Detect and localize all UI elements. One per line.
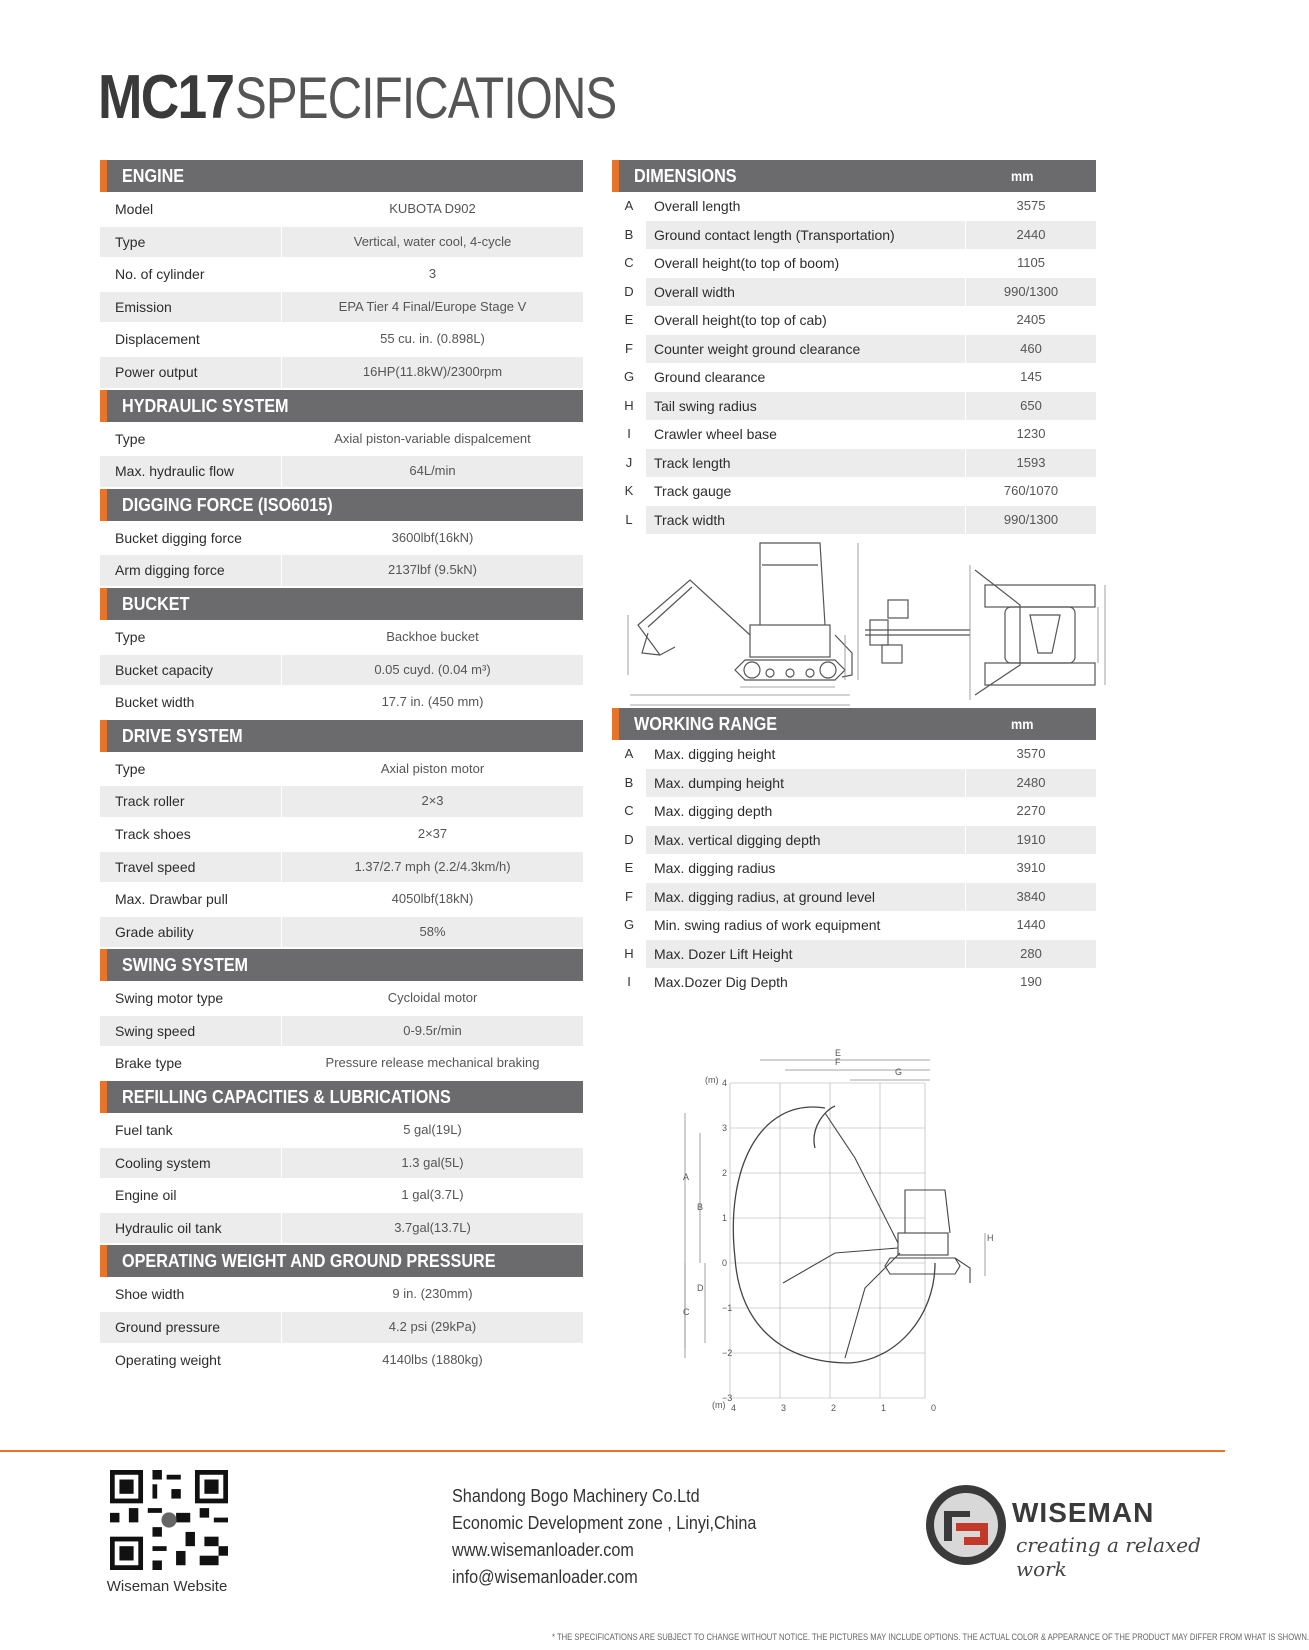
working_range-row	[612, 740, 1096, 769]
working-range-title: WORKING RANGE	[634, 714, 778, 734]
spec-label: Hydraulic oil tank	[100, 1213, 282, 1244]
spec-row	[100, 687, 583, 718]
row-value: 990/1300	[966, 506, 1096, 535]
spec-row	[100, 852, 583, 883]
company-website[interactable]: www.wisemanloader.com	[452, 1540, 634, 1560]
row-letter: H	[624, 945, 634, 961]
working_range-row	[612, 883, 1096, 912]
working-range-table	[612, 708, 1096, 997]
spec-value: 0.05 cuyd. (0.04 m³)	[374, 661, 491, 677]
row-value: 3910	[1016, 860, 1046, 875]
dimensions-row	[612, 449, 1096, 478]
row-value: 145	[1020, 369, 1042, 384]
spec-table	[100, 160, 583, 1377]
section-header	[100, 720, 583, 752]
section-header	[100, 949, 583, 981]
y-tick-label: −2	[722, 1348, 733, 1358]
spec-label: Grade ability	[100, 917, 282, 948]
spec-value: 0-9.5r/min	[403, 1022, 462, 1038]
row-description: Overall height(to top of cab)	[646, 306, 966, 335]
company-name: Shandong Bogo Machinery Co.Ltd	[452, 1486, 700, 1506]
qr-label: Wiseman Website	[106, 1578, 228, 1595]
spec-label: Max. hydraulic flow	[100, 456, 282, 487]
row-value: 2270	[1016, 803, 1046, 818]
excavator-dimension-drawing	[620, 535, 1120, 725]
dimensions-table	[612, 160, 1096, 534]
dimensions-row	[612, 335, 1096, 364]
row-description: Min. swing radius of work equipment	[646, 911, 966, 940]
row-description: Max. digging radius	[646, 854, 966, 883]
row-letter: A	[624, 746, 634, 761]
page-title	[98, 62, 701, 132]
row-description: Overall width	[646, 278, 966, 307]
section-title: DRIVE SYSTEM	[122, 725, 243, 746]
spec-label: Emission	[100, 292, 282, 323]
row-description: Max. digging depth	[646, 797, 966, 826]
spec-label: Displacement	[100, 324, 282, 355]
working-range-unit: mm	[1011, 716, 1034, 732]
spec-label: Shoe width	[100, 1279, 282, 1310]
x-tick-label: 3	[781, 1403, 787, 1413]
row-description: Max. dumping height	[646, 769, 966, 798]
spec-label: Type	[100, 622, 282, 653]
y-axis-unit: (m)	[705, 1075, 719, 1085]
row-letter: G	[623, 917, 635, 932]
section-title: ENGINE	[122, 166, 185, 186]
machine-track	[885, 1258, 960, 1274]
dimension-label: C	[683, 1307, 690, 1317]
row-description: Max. vertical digging depth	[646, 826, 966, 855]
section-header	[100, 489, 583, 521]
spec-row	[100, 786, 583, 817]
dimensions-row	[612, 506, 1096, 535]
x-tick-label: 2	[831, 1403, 837, 1413]
spec-row	[100, 622, 583, 653]
top-blade	[975, 570, 1020, 695]
row-description: Overall length	[646, 192, 966, 221]
row-value: 3840	[966, 883, 1096, 912]
spec-value: 58%	[419, 923, 446, 939]
brand-name: WISEMAN	[1012, 1497, 1155, 1528]
section-title: HYDRAULIC SYSTEM	[122, 395, 289, 416]
row-letter: L	[625, 511, 633, 527]
row-letter: D	[624, 283, 634, 299]
company-email[interactable]: info@wisemanloader.com	[452, 1567, 638, 1587]
section-header	[100, 1245, 583, 1277]
dimensions-row	[612, 363, 1096, 392]
row-letter: F	[625, 340, 633, 356]
spec-value: 2×37	[417, 825, 448, 841]
machine-cab	[905, 1190, 950, 1233]
spec-row	[100, 456, 583, 487]
spec-label: Swing motor type	[100, 983, 282, 1014]
dimension-label: G	[895, 1067, 903, 1077]
brand-logo	[924, 1483, 1214, 1581]
spec-value: 5 gal(19L)	[403, 1122, 462, 1138]
spec-row	[100, 1312, 583, 1343]
spec-row	[100, 1213, 583, 1244]
working_range-row	[612, 968, 1096, 997]
top-track-right	[985, 663, 1095, 685]
spec-value: 1 gal(3.7L)	[401, 1187, 464, 1203]
y-tick-label: 3	[722, 1123, 728, 1133]
dimensions-row	[612, 278, 1096, 307]
boom-mid	[783, 1248, 898, 1283]
row-description: Ground contact length (Transportation)	[646, 221, 966, 250]
spec-label: Bucket capacity	[100, 655, 282, 686]
qr-code[interactable]	[110, 1470, 228, 1570]
spec-row	[100, 194, 583, 225]
row-letter: I	[627, 974, 631, 989]
spec-label: Type	[100, 424, 282, 455]
row-description: Counter weight ground clearance	[646, 335, 966, 364]
spec-row	[100, 884, 583, 915]
spec-value: Axial piston-variable dispalcement	[334, 430, 531, 446]
x-axis-unit: (m)	[712, 1400, 726, 1410]
row-description: Track gauge	[646, 477, 966, 506]
row-value: 2480	[966, 769, 1096, 798]
y-tick-label: 1	[722, 1213, 728, 1223]
row-letter: D	[624, 831, 634, 847]
brand-tagline: creating a relaxed work	[1016, 1533, 1201, 1581]
row-letter: K	[624, 483, 634, 498]
upper-body	[750, 625, 830, 657]
spec-value: 4050lbf(18kN)	[391, 891, 474, 907]
spec-row	[100, 292, 583, 323]
spec-label: Cooling system	[100, 1148, 282, 1179]
spec-value: 16HP(11.8kW)/2300rpm	[362, 363, 503, 379]
working-range-diagram	[665, 1038, 1015, 1413]
section-header	[100, 390, 583, 422]
spec-row	[100, 1345, 583, 1376]
spec-value: Backhoe bucket	[386, 628, 479, 644]
working_range-row	[612, 854, 1096, 883]
row-letter: B	[624, 226, 634, 242]
section-title: REFILLING CAPACITIES & LUBRICATIONS	[122, 1087, 451, 1108]
row-value: 1593	[966, 449, 1096, 478]
spec-value: KUBOTA D902	[389, 201, 476, 216]
row-letter: B	[624, 774, 634, 790]
spec-value: 4140lbs (1880kg)	[382, 1351, 483, 1367]
logo-icon	[924, 1483, 1008, 1567]
spec-value: Pressure release mechanical braking	[325, 1055, 540, 1071]
boom-arm	[638, 580, 750, 655]
dimensions-row	[612, 249, 1096, 278]
section-title: BUCKET	[122, 593, 190, 614]
spec-label: Track shoes	[100, 819, 282, 850]
dimensions-row	[612, 221, 1096, 250]
spec-row	[100, 1048, 583, 1079]
spec-label: No. of cylinder	[100, 259, 282, 290]
y-tick-label: 2	[722, 1168, 728, 1178]
boom-down	[845, 1253, 900, 1358]
row-value: 280	[966, 940, 1096, 969]
spec-row	[100, 1016, 583, 1047]
working_range-row	[612, 769, 1096, 798]
row-value: 2440	[966, 221, 1096, 250]
row-value: 3570	[1016, 746, 1046, 761]
spec-label: Track roller	[100, 786, 282, 817]
spec-label: Travel speed	[100, 852, 282, 883]
title-specifications: SPECIFICATIONS	[235, 66, 617, 131]
section-title: SWING SYSTEM	[122, 955, 249, 976]
section-title: DIGGING FORCE (ISO6015)	[122, 494, 333, 515]
spec-row	[100, 555, 583, 586]
spec-row	[100, 259, 583, 290]
dimension-label: H	[987, 1233, 994, 1243]
dimensions-row	[612, 306, 1096, 335]
row-value: 990/1300	[966, 278, 1096, 307]
dimensions-title: DIMENSIONS	[634, 166, 737, 186]
x-tick-label: 1	[881, 1403, 887, 1413]
spec-label: Operating weight	[100, 1345, 282, 1376]
spec-row	[100, 1148, 583, 1179]
company-address: Economic Development zone , Linyi,China	[452, 1513, 757, 1533]
spec-value: 4.2 psi (29kPa)	[388, 1319, 477, 1335]
spec-label: Ground pressure	[100, 1312, 282, 1343]
spec-row	[100, 324, 583, 355]
spec-row	[100, 819, 583, 850]
spec-row	[100, 1115, 583, 1146]
row-description: Max. Dozer Lift Height	[646, 940, 966, 969]
row-letter: C	[624, 255, 634, 270]
dimension-label: D	[697, 1283, 704, 1293]
digging-envelope	[733, 1107, 935, 1363]
spec-label: Bucket digging force	[100, 523, 282, 554]
row-value: 760/1070	[1003, 483, 1059, 498]
row-letter: F	[625, 888, 633, 904]
spec-value: 3600lbf(16kN)	[391, 529, 474, 545]
row-description: Ground clearance	[646, 363, 966, 392]
x-tick-label: 4	[731, 1403, 737, 1413]
row-value: 2405	[1016, 312, 1046, 327]
row-description: Track width	[646, 506, 966, 535]
row-letter: J	[625, 454, 633, 470]
section-header	[100, 160, 583, 192]
dimension-label: B	[697, 1202, 704, 1212]
spec-row	[100, 1279, 583, 1310]
spec-value: 1.3 gal(5L)	[401, 1154, 464, 1170]
dimension-label: A	[683, 1172, 690, 1182]
spec-value: 2137lbf (9.5kN)	[388, 562, 477, 578]
section-title: OPERATING WEIGHT AND GROUND PRESSURE	[122, 1251, 496, 1272]
section-header	[100, 588, 583, 620]
spec-value: 2×3	[421, 793, 444, 809]
row-letter: A	[624, 198, 634, 213]
spec-label: Type	[100, 754, 282, 785]
spec-label: Model	[100, 194, 282, 225]
row-value: 190	[1020, 974, 1042, 989]
row-value: 1230	[1016, 426, 1046, 441]
spec-row	[100, 523, 583, 554]
row-description: Max. digging height	[646, 740, 966, 769]
row-letter: I	[627, 426, 631, 441]
spec-label: Arm digging force	[100, 555, 282, 586]
row-value: 3575	[1016, 198, 1046, 213]
cab-frame	[760, 543, 825, 625]
spec-row	[100, 357, 583, 388]
spec-row	[100, 424, 583, 455]
spec-value: Cycloidal motor	[387, 990, 478, 1006]
spec-value: 17.7 in. (450 mm)	[381, 694, 484, 710]
row-value: 460	[966, 335, 1096, 364]
dimensions-row	[612, 477, 1096, 506]
x-tick-label: 0	[931, 1403, 937, 1413]
y-tick-label: −1	[722, 1303, 733, 1313]
spec-row	[100, 1180, 583, 1211]
dimension-label: F	[835, 1057, 841, 1067]
boom-up	[825, 1113, 898, 1243]
working_range-row	[612, 797, 1096, 826]
row-description: Crawler wheel base	[646, 420, 966, 449]
row-description: Max. digging radius, at ground level	[646, 883, 966, 912]
row-value: 1910	[966, 826, 1096, 855]
spec-value: 9 in. (230mm)	[392, 1286, 473, 1302]
dimensions-unit: mm	[1011, 168, 1034, 184]
spec-label: Swing speed	[100, 1016, 282, 1047]
spec-label: Bucket width	[100, 687, 282, 718]
top-track-left	[985, 585, 1095, 607]
spec-value: 64L/min	[409, 463, 456, 479]
spec-row	[100, 655, 583, 686]
working-range-header	[612, 708, 1096, 740]
spec-label: Power output	[100, 357, 282, 388]
spec-value: 1.37/2.7 mph (2.2/4.3km/h)	[354, 858, 511, 874]
dimensions-row	[612, 420, 1096, 449]
spec-value: Axial piston motor	[380, 760, 485, 776]
row-description: Tail swing radius	[646, 392, 966, 421]
spec-value: 3	[428, 266, 437, 282]
spec-value: 55 cu. in. (0.898L)	[380, 331, 485, 347]
row-value: 1440	[1016, 917, 1046, 932]
working_range-row	[612, 911, 1096, 940]
spec-label: Fuel tank	[100, 1115, 282, 1146]
row-letter: E	[624, 860, 634, 875]
row-description: Max.Dozer Dig Depth	[646, 968, 966, 997]
spec-value: Vertical, water cool, 4-cycle	[353, 233, 512, 249]
spec-label: Engine oil	[100, 1180, 282, 1211]
row-description: Overall height(to top of boom)	[646, 249, 966, 278]
dimensions-header	[612, 160, 1096, 192]
spec-row	[100, 917, 583, 948]
spec-label: Brake type	[100, 1048, 282, 1079]
working_range-row	[612, 940, 1096, 969]
row-letter: C	[624, 803, 634, 818]
spec-value: 3.7gal(13.7L)	[394, 1219, 471, 1235]
working_range-row	[612, 826, 1096, 855]
disclaimer: * THE SPECIFICATIONS ARE SUBJECT TO CHANGE WITHOUT NOTICE. THE PICTURES MAY INCLUDE OPTIONS. THE ACTUAL COLOR & APPEARANCE OF THE PRODUCT MAY DIFFER FROM WHAT IS SHOWN.	[552, 1632, 1309, 1642]
y-tick-label: 4	[722, 1078, 728, 1088]
footer-divider	[0, 1450, 1225, 1452]
row-description: Track length	[646, 449, 966, 478]
row-letter: E	[624, 312, 634, 327]
spec-label: Type	[100, 227, 282, 258]
row-letter: H	[624, 397, 634, 413]
y-tick-label: −3	[722, 1393, 733, 1403]
dimensions-row	[612, 192, 1096, 221]
company-info	[452, 1483, 790, 1591]
spec-label: Max. Drawbar pull	[100, 884, 282, 915]
row-value: 1105	[1017, 255, 1045, 270]
row-letter: G	[623, 369, 635, 384]
spec-row	[100, 754, 583, 785]
model-name: MC17	[98, 63, 234, 132]
row-value: 650	[966, 392, 1096, 421]
y-tick-label: 0	[722, 1258, 728, 1268]
spec-row	[100, 227, 583, 258]
section-header	[100, 1081, 583, 1113]
spec-row	[100, 983, 583, 1014]
machine-body	[898, 1233, 948, 1255]
spec-value: EPA Tier 4 Final/Europe Stage V	[338, 298, 527, 314]
dimension-label: E	[835, 1048, 842, 1058]
dimensions-row	[612, 392, 1096, 421]
